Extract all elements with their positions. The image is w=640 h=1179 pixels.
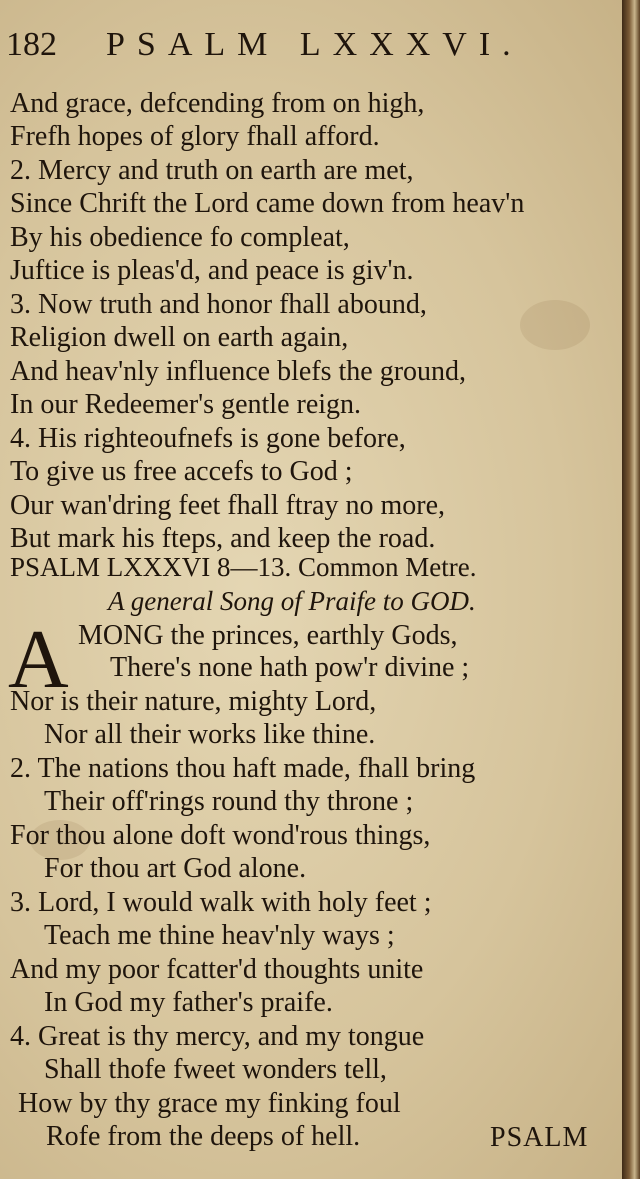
running-title: PSALM LXXXVI. <box>106 26 523 63</box>
page-number: 182 <box>6 26 57 63</box>
verse-line: By his obedience fo compleat, <box>10 222 350 253</box>
verse-line: Shall thofe fweet wonders tell, <box>44 1054 387 1085</box>
verse-line: In God my father's praife. <box>44 987 333 1018</box>
verse-line: Their off'rings round thy throne ; <box>44 786 414 817</box>
verse-line: Nor is their nature, mighty Lord, <box>10 686 377 717</box>
verse-line: In our Redeemer's gentle reign. <box>10 389 362 420</box>
verse-line: 3. Lord, I would walk with holy feet ; <box>10 887 432 918</box>
paper-stain <box>520 300 590 350</box>
verse-line: For thou art God alone. <box>44 853 307 884</box>
verse-line: 4. His righteoufnefs is gone before, <box>10 423 406 454</box>
verse-line: There's none hath pow'r divine ; <box>110 652 470 683</box>
verse-line: And grace, defcending from on high, <box>10 88 425 119</box>
verse-line: Nor all their works like thine. <box>44 719 376 750</box>
verse-line: Rofe from the deeps of hell. <box>46 1121 361 1152</box>
psalm-heading: PSALM LXXXVI 8—13. Common Metre. <box>10 552 477 582</box>
running-header <box>6 26 606 66</box>
verse-line: For thou alone doft wond'rous things, <box>10 820 431 851</box>
verse-line: 3. Now truth and honor fhall abound, <box>10 289 427 320</box>
verse-line: But mark his fteps, and keep the road. <box>10 523 436 554</box>
verse-line: 4. Great is thy mercy, and my tongue <box>10 1021 425 1052</box>
verse-line: To give us free accefs to God ; <box>10 456 353 487</box>
verse-line: Teach me thine heav'nly ways ; <box>44 920 395 951</box>
verse-line: And my poor fcatter'd thoughts unite <box>10 954 424 985</box>
verse-line: Our wan'dring feet fhall ftray no more, <box>10 490 445 521</box>
drop-cap: A <box>8 613 69 706</box>
verse-line: Frefh hopes of glory fhall afford. <box>10 121 380 152</box>
verse-line: 2. The nations thou haft made, fhall bring <box>10 753 476 784</box>
verse-line: Religion dwell on earth again, <box>10 322 349 353</box>
verse-line: And heav'nly influence blefs the ground, <box>10 356 467 387</box>
verse-line: 2. Mercy and truth on earth are met, <box>10 155 414 186</box>
psalm-subheading: A general Song of Praife to GOD. <box>108 586 476 616</box>
page-edge <box>622 0 640 1179</box>
verse-line: Juftice is pleas'd, and peace is giv'n. <box>10 255 414 286</box>
verse-line: Since Chrift the Lord came down from heav'n <box>10 188 525 219</box>
verse-line: MONG the princes, earthly Gods, <box>78 620 458 651</box>
verse-line: How by thy grace my finking foul <box>18 1088 401 1119</box>
catchword: PSALM <box>490 1122 589 1153</box>
